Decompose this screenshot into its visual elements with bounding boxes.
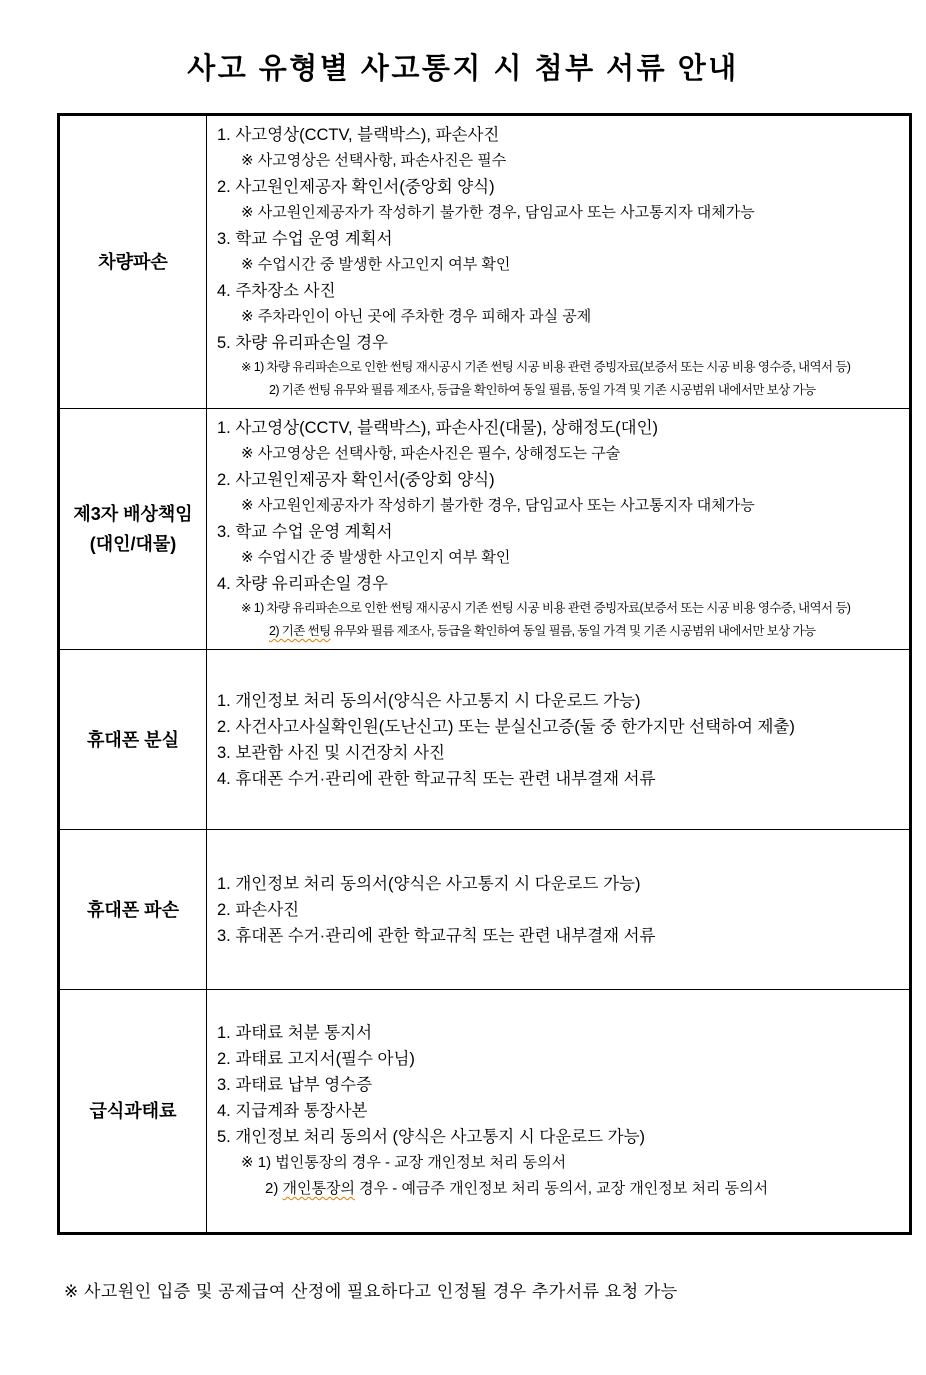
row-content [207, 115, 911, 409]
table-body [59, 115, 911, 1234]
doc-line [217, 597, 903, 620]
doc-line-text: 2) 기존 썬팅 유무와 필름 제조사, 등급을 확인하여 동일 필름, 동일 가격 및 기존 시공범위 내에서만 보상 가능 [269, 383, 816, 397]
doc-line [217, 1176, 903, 1202]
doc-line [217, 441, 903, 467]
doc-line [217, 379, 903, 402]
page-title: 사고 유형별 사고통지 시 첨부 서류 안내 [187, 53, 739, 85]
spellcheck-underlined-text: 개인통장의 [282, 1180, 355, 1197]
doc-line-text: 3. 학교 수업 운영 계획서 [217, 523, 393, 541]
doc-line-text: ※ 사고원인제공자가 작성하기 불가한 경우, 담임교사 또는 사고통지자 대체가능 [241, 497, 755, 514]
doc-line-text: ※ 수업시간 중 발생한 사고인지 여부 확인 [241, 256, 511, 273]
doc-line-text: ※ 1) 차량 유리파손으로 인한 썬팅 재시공시 기존 썬팅 시공 비용 관련 증빙자료(보증서 또는 시공 비용 영수증, 내역서 등) [241, 601, 851, 615]
doc-line-text: 1. 과태료 처분 통지서 [217, 1024, 373, 1042]
row-label-line: (대인/대물) [89, 534, 177, 554]
doc-line [217, 519, 903, 545]
doc-line-text: 4. 휴대폰 수거·관리에 관한 학교규칙 또는 관련 내부결재 서류 [217, 769, 656, 788]
doc-line [217, 304, 903, 330]
doc-line [217, 278, 903, 304]
table-row [59, 409, 911, 650]
doc-line [217, 122, 903, 148]
doc-line-text: ※ 1) 차량 유리파손으로 인한 썬팅 재시공시 기존 썬팅 시공 비용 관련 증빙자료(보증서 또는 시공 비용 영수증, 내역서 등) [241, 360, 851, 374]
footer-note: ※ 사고원인 입증 및 공제급여 산정에 필요하다고 인정될 경우 추가서류 요청 가능 [64, 1282, 678, 1301]
doc-line-text: 1. 사고영상(CCTV, 블랙박스), 파손사진(대물), 상해정도(대인) [217, 419, 658, 437]
doc-line-text: 3. 보관함 사진 및 시건장치 사진 [217, 743, 445, 762]
doc-line-text: 4. 주차장소 사진 [217, 282, 336, 300]
row-content [207, 830, 911, 990]
doc-line [217, 252, 903, 278]
doc-line-text: 4. 차량 유리파손일 경우 [217, 575, 388, 593]
table-row [59, 990, 911, 1234]
row-content [207, 990, 911, 1234]
doc-line [217, 493, 903, 519]
doc-line-text: ※ 사고영상은 선택사항, 파손사진은 필수 [241, 152, 507, 169]
attachment-documents-table [57, 113, 912, 1235]
doc-line [217, 688, 903, 714]
doc-line-text: 2. 과태료 고지서(필수 아님) [217, 1050, 415, 1068]
row-label-line: 제3자 배상책임 [73, 504, 193, 524]
row-label-line: 휴대폰 파손 [87, 899, 179, 920]
doc-line [217, 174, 903, 200]
doc-line-text: ※ 주차라인이 아닌 곳에 주차한 경우 피해자 과실 공제 [241, 308, 592, 325]
table-row [59, 830, 911, 990]
row-label [59, 650, 207, 830]
row-label-line: 차량파손 [98, 252, 168, 272]
doc-line-text: 5. 차량 유리파손일 경우 [217, 334, 388, 352]
doc-line [217, 1124, 903, 1150]
doc-line [217, 1098, 903, 1124]
doc-line-text: 2) [265, 1180, 283, 1197]
doc-line [217, 897, 903, 923]
doc-line-text: 1. 사고영상(CCTV, 블랙박스), 파손사진 [217, 126, 500, 144]
doc-line-text: 4. 지급계좌 통장사본 [217, 1102, 368, 1120]
doc-line [217, 467, 903, 493]
doc-line [217, 871, 903, 897]
spellcheck-underlined-text: 2) 기존 썬팅 [269, 624, 331, 638]
doc-line [217, 923, 903, 949]
doc-line [217, 200, 903, 226]
row-label-line: 급식과태료 [89, 1101, 177, 1121]
row-label [59, 115, 207, 409]
doc-line-text: 유무와 필름 제조사, 등급을 확인하여 동일 필름, 동일 가격 및 기존 시공범위 내에서만 보상 가능 [330, 624, 816, 638]
doc-line [217, 1150, 903, 1176]
doc-line-text: 2. 사고원인제공자 확인서(중앙회 양식) [217, 178, 495, 196]
doc-line-text: 2. 파손사진 [217, 900, 300, 919]
doc-line [217, 620, 903, 643]
doc-line-text: 5. 개인정보 처리 동의서 (양식은 사고통지 시 다운로드 가능) [217, 1128, 646, 1146]
doc-line [217, 714, 903, 740]
row-label [59, 409, 207, 650]
doc-line-text: 2. 사건사고사실확인원(도난신고) 또는 분실신고증(둘 중 한가지만 선택하여 제출) [217, 717, 795, 736]
doc-line-text: 3. 학교 수업 운영 계획서 [217, 230, 393, 248]
doc-line [217, 226, 903, 252]
doc-line [217, 1046, 903, 1072]
doc-line-text: 1. 개인정보 처리 동의서(양식은 사고통지 시 다운로드 가능) [217, 691, 641, 710]
row-content [207, 409, 911, 650]
doc-line [217, 545, 903, 571]
doc-line-text: ※ 수업시간 중 발생한 사고인지 여부 확인 [241, 549, 511, 566]
doc-line-text: 3. 휴대폰 수거·관리에 관한 학교규칙 또는 관련 내부결재 서류 [217, 926, 656, 945]
row-content [207, 650, 911, 830]
doc-line [217, 1072, 903, 1098]
row-label-line: 휴대폰 분실 [87, 729, 179, 750]
table-row [59, 115, 911, 409]
doc-line-text: 3. 과태료 납부 영수증 [217, 1076, 373, 1094]
doc-line [217, 571, 903, 597]
row-label [59, 990, 207, 1234]
doc-line [217, 740, 903, 766]
doc-line [217, 356, 903, 379]
doc-line [217, 1020, 903, 1046]
doc-line-text: 1. 개인정보 처리 동의서(양식은 사고통지 시 다운로드 가능) [217, 874, 641, 893]
doc-line-text: ※ 사고원인제공자가 작성하기 불가한 경우, 담임교사 또는 사고통지자 대체가능 [241, 204, 755, 221]
doc-line [217, 766, 903, 792]
doc-line [217, 415, 903, 441]
doc-line-text: ※ 사고영상은 선택사항, 파손사진은 필수, 상해정도는 구술 [241, 445, 621, 462]
table-row [59, 650, 911, 830]
doc-line [217, 330, 903, 356]
doc-line-text: 경우 - 예금주 개인정보 처리 동의서, 교장 개인정보 처리 동의서 [354, 1180, 769, 1197]
doc-line-text: 2. 사고원인제공자 확인서(중앙회 양식) [217, 471, 495, 489]
row-label [59, 830, 207, 990]
doc-line-text: ※ 1) 법인통장의 경우 - 교장 개인정보 처리 동의서 [241, 1154, 567, 1171]
doc-line [217, 148, 903, 174]
